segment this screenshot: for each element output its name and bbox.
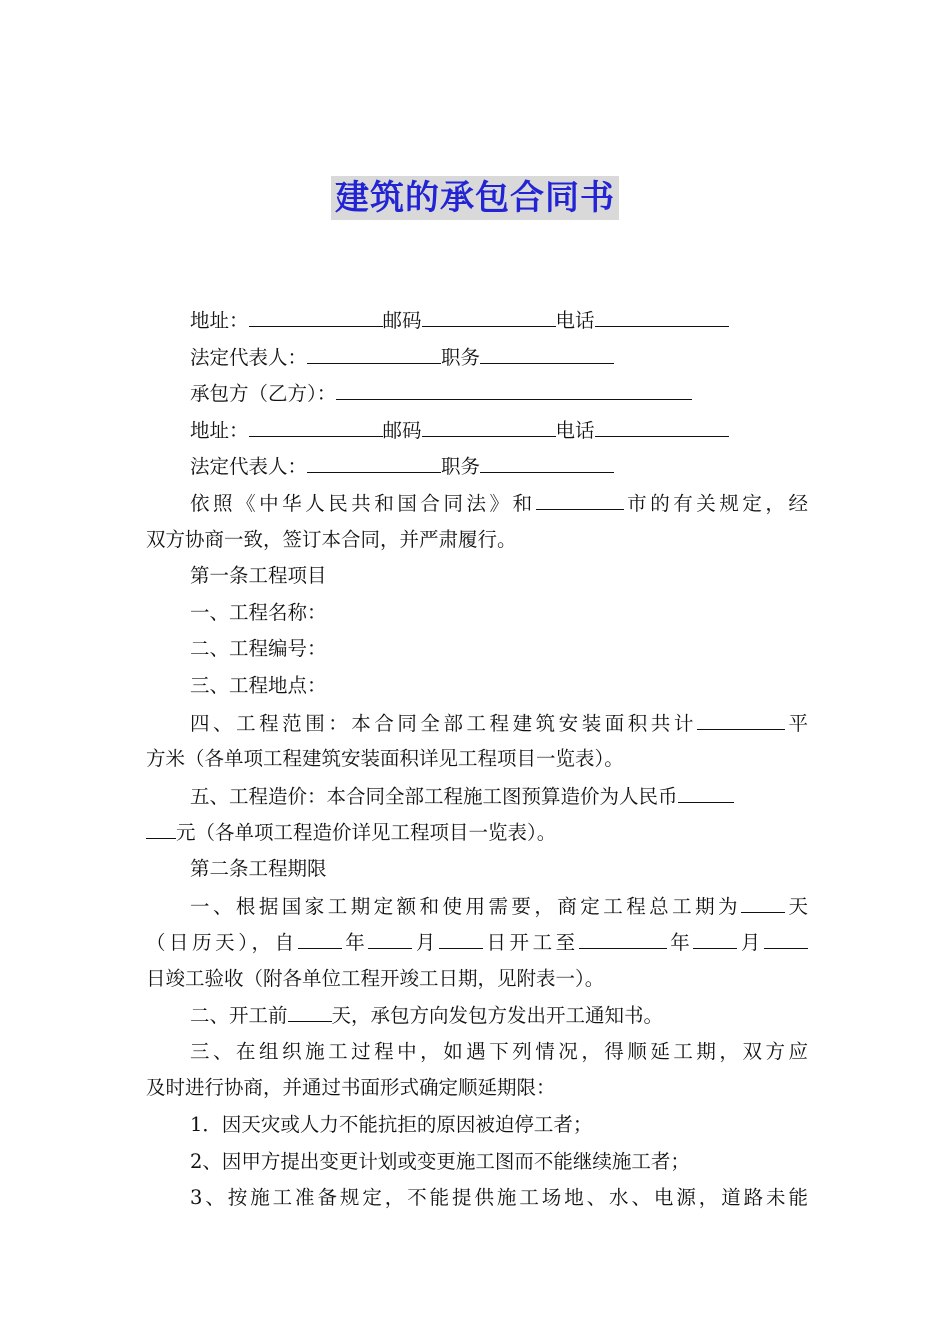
project-name-item: 一、工程名称：	[190, 600, 327, 624]
extension-case-3: 3、按施工准备规定，不能提供施工场地、水、电源，道路未能	[190, 1186, 808, 1210]
notice-item	[146, 997, 808, 1034]
notice-days-blank	[288, 997, 332, 1022]
extension-item-cont: 及时进行协商，并通过书面形式确定顺延期限：	[146, 1076, 556, 1100]
postcode-blank	[422, 302, 556, 327]
cost-text: 五、工程造价：本合同全部工程施工图预算造价为人民币	[190, 784, 678, 808]
position-label: 职务	[441, 345, 481, 369]
postcode-blank	[422, 412, 556, 437]
notice-text: 二、开工前	[190, 1004, 288, 1028]
scope-unit: 平	[784, 711, 808, 735]
cost-blank-b	[146, 814, 176, 839]
start-year-blank	[298, 924, 342, 949]
address-line-1	[146, 302, 808, 339]
preamble-line-1	[146, 485, 808, 522]
end-year-blank	[579, 924, 667, 949]
project-scope-cont: 方米（各单项工程建筑安装面积详见工程项目一览表）。	[146, 747, 624, 771]
legal-rep-blank	[307, 339, 441, 364]
article-2-heading: 第二条工程期限	[190, 856, 327, 880]
calendar-text: （日历天），自	[146, 931, 298, 955]
extension-case-2: 2、因甲方提出变更计划或变更施工图而不能继续施工者；	[190, 1149, 690, 1173]
legal-rep-label: 法定代表人：	[190, 345, 308, 369]
title-container	[0, 176, 950, 220]
phone-blank	[595, 302, 729, 327]
article-1-heading: 第一条工程项目	[190, 564, 327, 588]
city-blank	[536, 485, 624, 510]
extension-case-1: 1．因天灾或人力不能抗拒的原因被迫停工者；	[190, 1113, 593, 1137]
scope-text: 四、工程范围：本合同全部工程建筑安装面积共计	[190, 711, 697, 735]
project-cost-item	[146, 778, 808, 815]
position-label: 职务	[441, 455, 481, 479]
start-day-blank	[439, 924, 483, 949]
postcode-label: 邮码	[382, 418, 422, 442]
days-unit: 天	[785, 894, 808, 918]
contractor-blank	[336, 375, 692, 400]
project-number-item: 二、工程编号：	[190, 637, 327, 661]
address-label: 地址：	[190, 418, 249, 442]
legal-rep-line-2	[146, 448, 808, 485]
phone-label: 电话	[555, 309, 595, 332]
project-scope-item	[146, 705, 808, 742]
preamble-text: 依照《中华人民共和国合同法》和	[190, 491, 536, 515]
year-label: 年	[341, 931, 369, 955]
cost-blank-a	[678, 778, 734, 803]
contractor-line	[146, 375, 808, 412]
extension-item: 三、在组织施工过程中，如遇下列情况，得顺延工期，双方应	[190, 1039, 808, 1063]
contractor-label: 承包方（乙方）：	[190, 382, 337, 406]
project-cost-cont	[146, 814, 808, 851]
days-blank	[741, 888, 785, 913]
cost-text-cont: 元（各单项工程造价详见工程项目一览表）。	[176, 821, 557, 845]
notice-text-cont: 天，承包方向发包方发出开工通知书。	[331, 1004, 664, 1028]
duration-item	[146, 888, 808, 925]
duration-dates	[146, 924, 808, 961]
month-label: 月	[412, 931, 439, 955]
legal-rep-line-1	[146, 339, 808, 376]
address-line-2	[146, 412, 808, 449]
phone-blank	[595, 412, 729, 437]
preamble-line-2: 双方协商一致，签订本合同，并严肃履行。	[146, 527, 517, 551]
postcode-label: 邮码	[382, 309, 422, 332]
month-label: 月	[737, 931, 764, 955]
preamble-text-cont: 市的有关规定，经	[623, 491, 808, 515]
legal-rep-label: 法定代表人：	[190, 455, 308, 479]
phone-label: 电话	[555, 418, 595, 442]
end-month-blank	[693, 924, 737, 949]
project-location-item: 三、工程地点：	[190, 673, 327, 697]
address-blank	[249, 412, 383, 437]
duration-text: 一、根据国家工期定额和使用需要，商定工程总工期为	[190, 894, 742, 918]
legal-rep-blank	[307, 448, 441, 473]
address-blank	[249, 302, 383, 327]
document-body	[146, 302, 808, 1217]
area-blank	[697, 705, 785, 730]
end-day-blank	[764, 924, 808, 949]
document-title: 建筑的承包合同书	[331, 176, 619, 220]
position-blank	[480, 339, 614, 364]
position-blank	[480, 448, 614, 473]
start-month-blank	[368, 924, 412, 949]
duration-completion: 日竣工验收（附各单位工程开竣工日期，见附表一）。	[146, 966, 605, 990]
start-text: 日开工至	[482, 931, 579, 955]
year-label: 年	[666, 931, 694, 955]
address-label: 地址：	[190, 309, 249, 332]
